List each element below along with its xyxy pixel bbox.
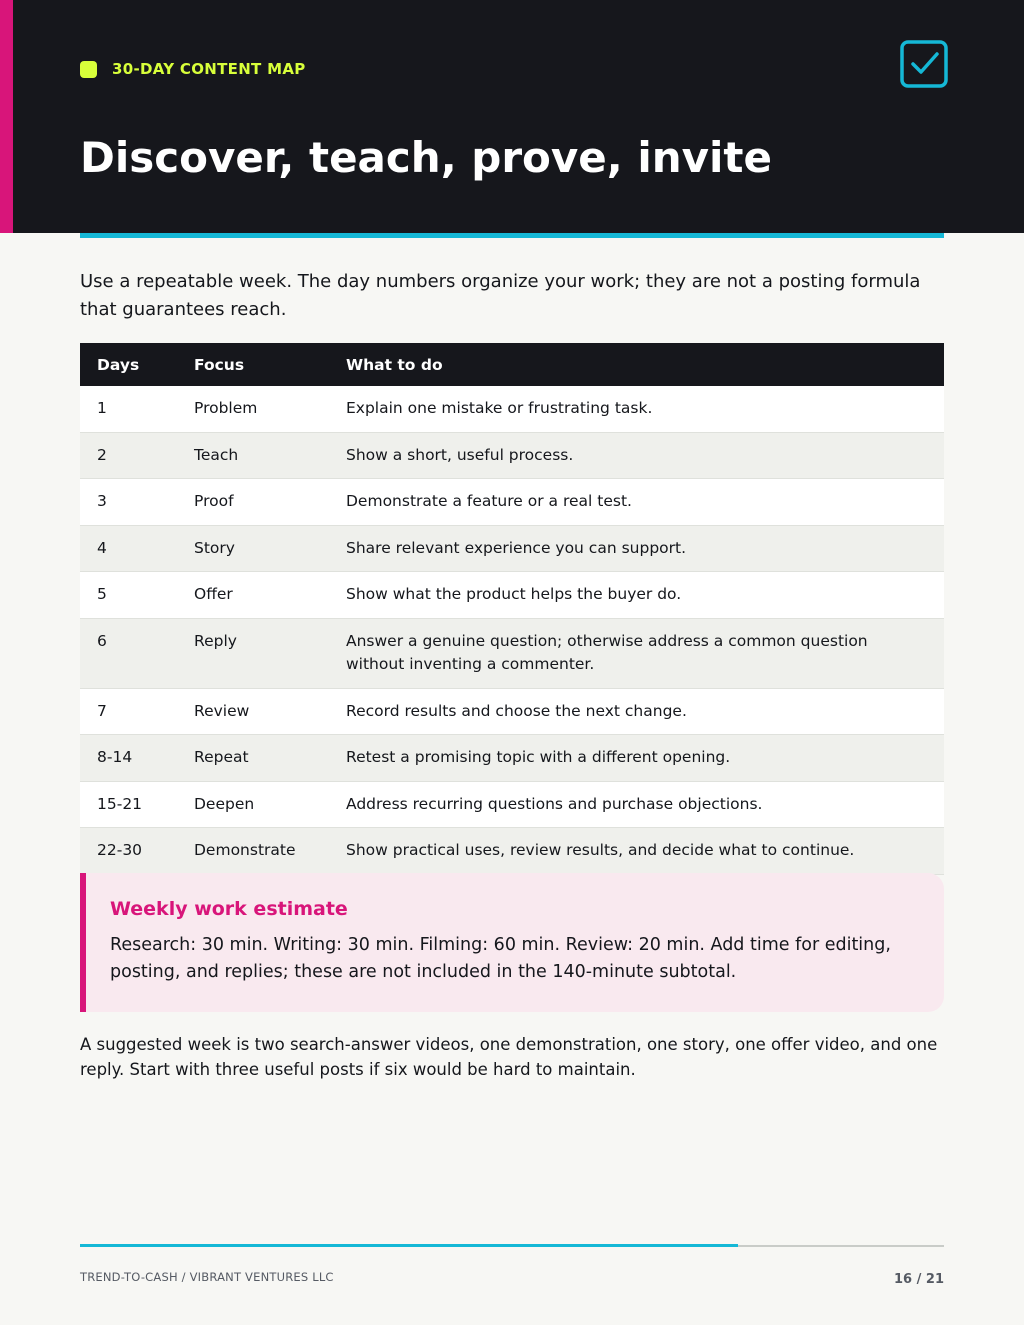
table-row [80, 572, 944, 619]
cell-focus: Teach [177, 432, 329, 479]
cell-action: Show what the product helps the buyer do. [329, 572, 944, 619]
cell-days: 15-21 [80, 781, 177, 828]
cell-days: 3 [80, 479, 177, 526]
cell-days: 7 [80, 688, 177, 735]
cell-action: Record results and choose the next change. [329, 688, 944, 735]
page-number: 16 / 21 [894, 1272, 944, 1287]
cell-focus: Deepen [177, 781, 329, 828]
cell-focus: Proof [177, 479, 329, 526]
table-row [80, 432, 944, 479]
callout-title: Weekly work estimate [110, 898, 348, 920]
cell-days: 22-30 [80, 828, 177, 875]
table-row [80, 735, 944, 782]
footer-brand: TREND-TO-CASH / VIBRANT VENTURES LLC [80, 1270, 334, 1284]
checkbox-check-icon [900, 40, 948, 88]
table-row [80, 828, 944, 875]
cell-action: Address recurring questions and purchase objections. [329, 781, 944, 828]
reading-progress-fill [80, 1244, 738, 1247]
cell-days: 5 [80, 572, 177, 619]
cell-action: Demonstrate a feature or a real test. [329, 479, 944, 526]
column-header-focus: Focus [177, 343, 329, 386]
cell-action: Answer a genuine question; otherwise address a common question without inventing a commenter. [329, 618, 944, 688]
cell-focus: Review [177, 688, 329, 735]
table-row [80, 688, 944, 735]
content-map-table [80, 343, 944, 875]
header-divider [80, 233, 944, 238]
cell-days: 2 [80, 432, 177, 479]
cell-action: Retest a promising topic with a different opening. [329, 735, 944, 782]
cell-focus: Story [177, 525, 329, 572]
table-row [80, 618, 944, 688]
cell-focus: Demonstrate [177, 828, 329, 875]
weekly-estimate-callout [80, 873, 944, 1012]
table-row [80, 525, 944, 572]
cell-focus: Problem [177, 386, 329, 432]
cell-days: 1 [80, 386, 177, 432]
page-header [0, 0, 1024, 233]
intro-paragraph: Use a repeatable week. The day numbers organize your work; they are not a posting formula that guarantees reach. [80, 271, 921, 320]
eyebrow-label: 30-DAY CONTENT MAP [112, 60, 306, 78]
cell-focus: Repeat [177, 735, 329, 782]
cell-days: 4 [80, 525, 177, 572]
cell-action: Explain one mistake or frustrating task. [329, 386, 944, 432]
cell-days: 6 [80, 618, 177, 688]
cell-action: Show practical uses, review results, and decide what to continue. [329, 828, 944, 875]
column-header-what-to-do: What to do [329, 343, 944, 386]
callout-body: Research: 30 min. Writing: 30 min. Filming: 60 min. Review: 20 min. Add time for editing, posting, and replies; these are not included in the 140-minute subtotal. [110, 935, 891, 982]
header-accent-bar [0, 0, 13, 233]
column-header-days: Days [80, 343, 177, 386]
cell-action: Show a short, useful process. [329, 432, 944, 479]
table-row [80, 479, 944, 526]
table-row [80, 386, 944, 432]
table-header-row [80, 343, 944, 386]
cell-days: 8-14 [80, 735, 177, 782]
cell-action: Share relevant experience you can support. [329, 525, 944, 572]
section-eyebrow [80, 60, 306, 78]
eyebrow-dot-icon [80, 61, 97, 78]
table-row [80, 781, 944, 828]
cell-focus: Offer [177, 572, 329, 619]
outro-paragraph: A suggested week is two search-answer videos, one demonstration, one story, one offer video, and one reply. Start with three useful posts if six would be hard to maintain. [80, 1035, 938, 1079]
page-title: Discover, teach, prove, invite [80, 133, 772, 182]
cell-focus: Reply [177, 618, 329, 688]
reading-progress-bar [80, 1245, 944, 1247]
